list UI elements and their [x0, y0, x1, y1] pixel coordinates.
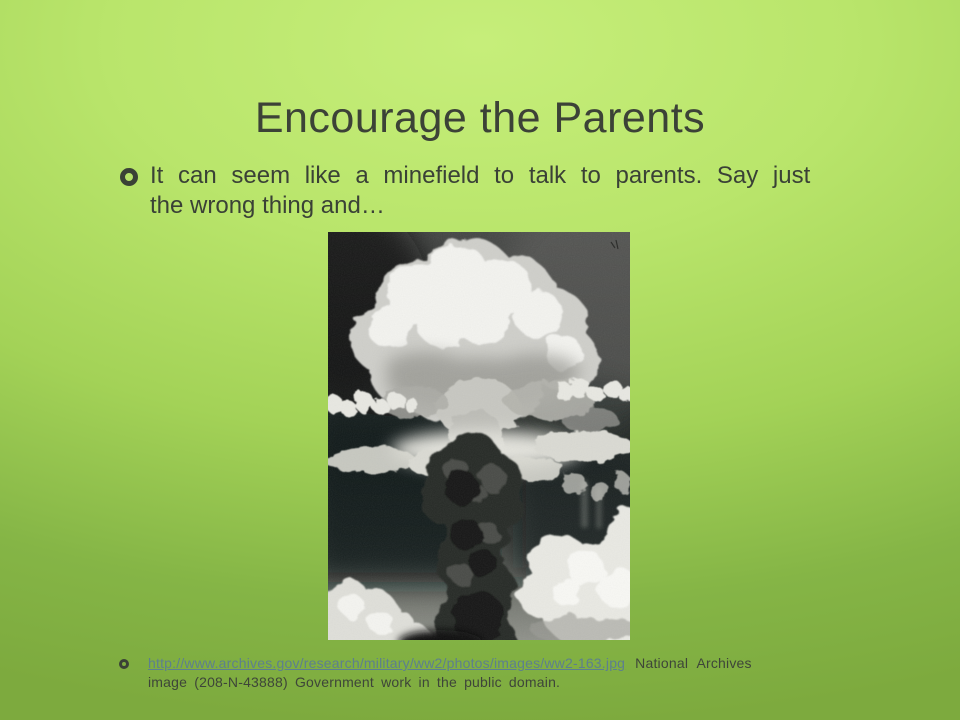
bullet-text-line-1: It can seem like a minefield to talk to parents. Say just [150, 162, 811, 189]
mushroom-cloud-photo [328, 232, 630, 640]
citation-line-1 [148, 654, 752, 673]
citation-link[interactable]: http://www.archives.gov/research/military/ww2/photos/images/ww2-163.jpg [148, 655, 626, 671]
citation-item [119, 654, 752, 692]
slide-title: Encourage the Parents [254, 94, 706, 142]
bullet-text [150, 161, 810, 221]
citation-text [148, 654, 752, 692]
ring-bullet-icon [120, 168, 138, 186]
citation-line-2: image (208-N-43888) Government work in the public domain. [148, 674, 561, 690]
citation-ring-bullet-icon [119, 659, 129, 669]
citation-source: National Archives [635, 655, 752, 671]
bullet-text-line-2: the wrong thing and… [150, 192, 385, 219]
bullet-item [120, 161, 810, 221]
mushroom-cloud-image [328, 232, 630, 640]
